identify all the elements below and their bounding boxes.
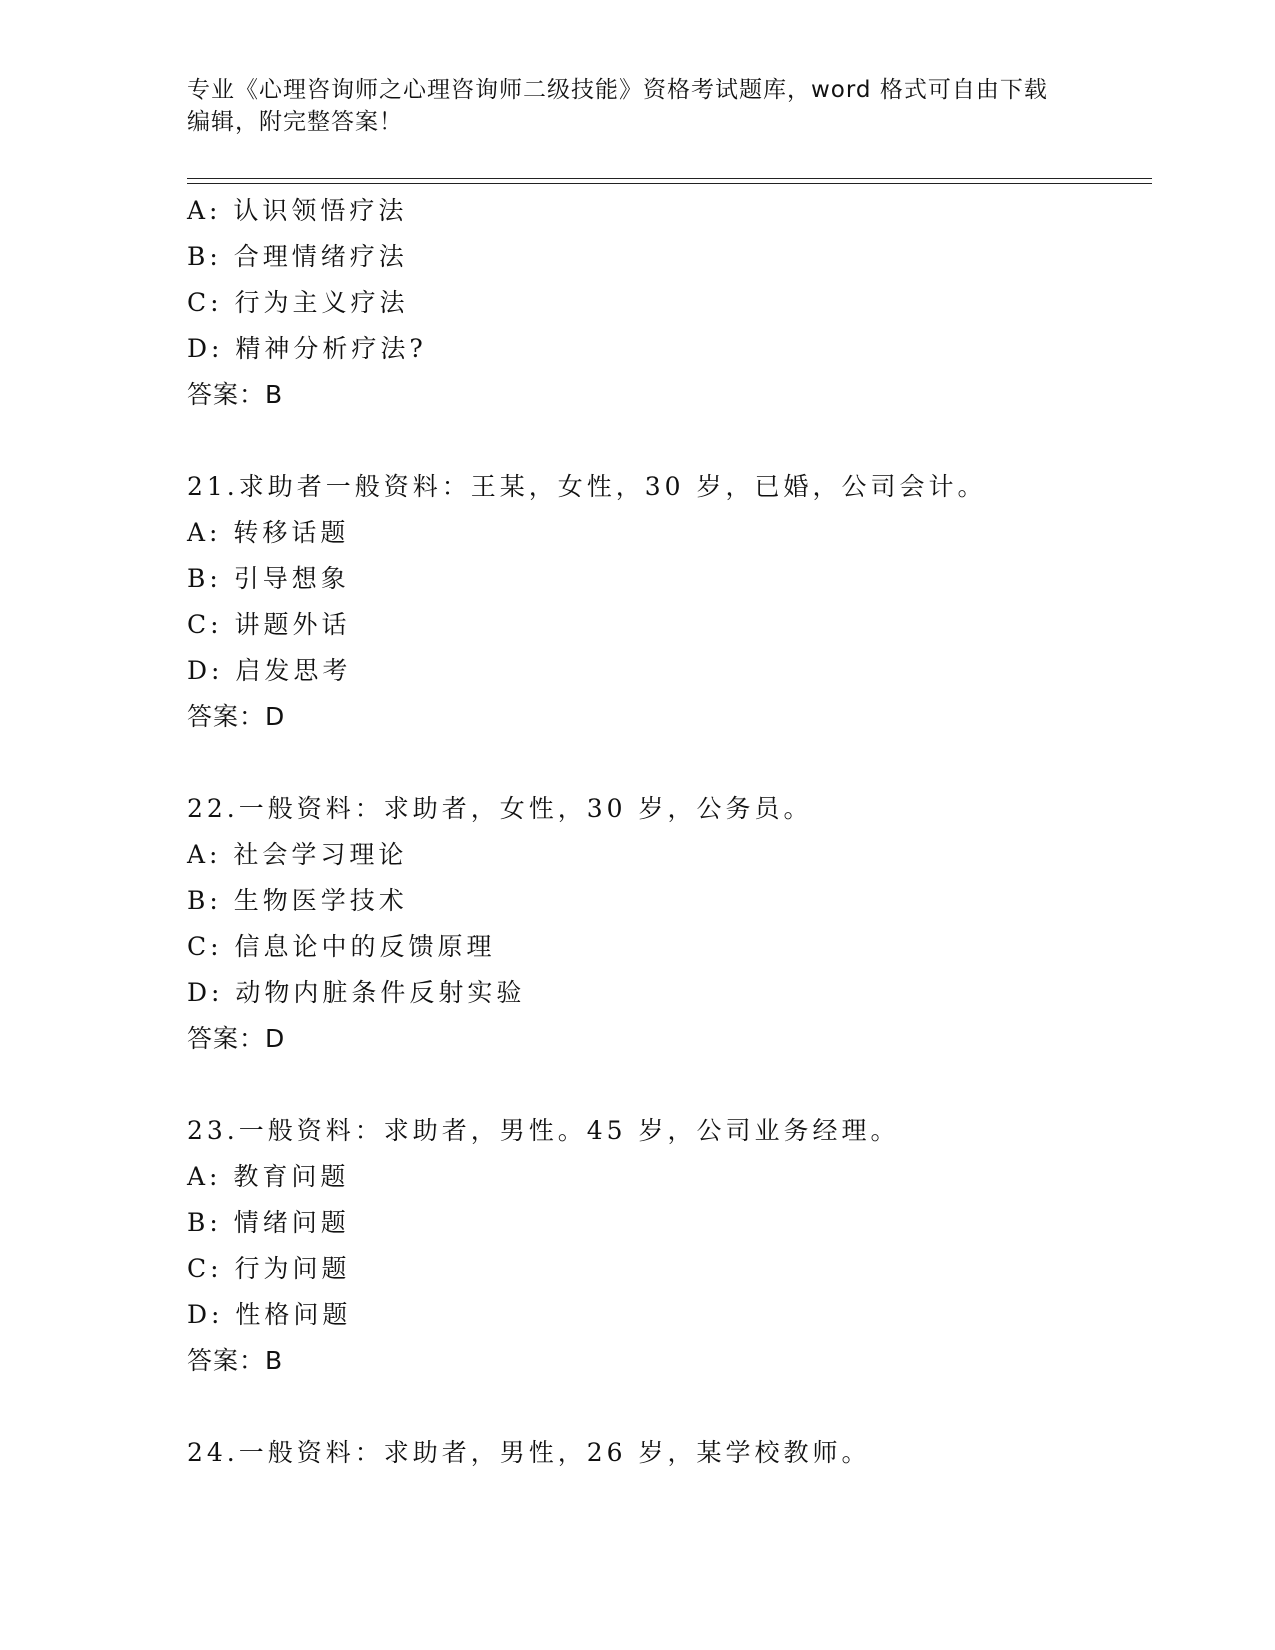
option-b: B: 情绪问题 xyxy=(187,1208,350,1237)
option-b: B: 引导想象 xyxy=(187,564,350,593)
answer: 答案：B xyxy=(187,380,284,409)
document-header xyxy=(187,74,1087,138)
option-a: A: 教育问题 xyxy=(187,1162,350,1191)
option-d: D: 性格问题 xyxy=(187,1300,352,1329)
header-line-1: 专业《心理咨询师之心理咨询师二级技能》资格考试题库，word 格式可自由下载 xyxy=(187,77,1048,103)
option-d: D: 启发思考 xyxy=(187,656,352,685)
question-block-21 xyxy=(187,464,1147,740)
option-c: C: 行为主义疗法 xyxy=(187,288,409,317)
answer: 答案：D xyxy=(187,1024,286,1053)
question-stem: 23.一般资料：求助者，男性。45 岁，公司业务经理。 xyxy=(187,1116,900,1145)
option-d: D: 动物内脏条件反射实验 xyxy=(187,978,526,1007)
option-b: B: 合理情绪疗法 xyxy=(187,242,408,271)
option-a: A: 认识领悟疗法 xyxy=(187,196,408,225)
question-stem: 21.求助者一般资料：王某，女性，30 岁，已婚，公司会计。 xyxy=(187,472,987,501)
option-c: C: 讲题外话 xyxy=(187,610,351,639)
header-line-2: 编辑，附完整答案！ xyxy=(187,109,403,135)
header-divider-bottom xyxy=(187,183,1152,184)
option-b: B: 生物医学技术 xyxy=(187,886,408,915)
header-divider-top xyxy=(187,178,1152,179)
answer: 答案：D xyxy=(187,702,286,731)
option-c: C: 信息论中的反馈原理 xyxy=(187,932,496,961)
question-block-24 xyxy=(187,1430,1147,1476)
question-list xyxy=(187,188,1147,1476)
question-block-23 xyxy=(187,1108,1147,1384)
question-block-22 xyxy=(187,786,1147,1062)
answer: 答案：B xyxy=(187,1346,284,1375)
option-a: A: 转移话题 xyxy=(187,518,350,547)
question-block-20 xyxy=(187,188,1147,418)
question-stem: 24.一般资料：求助者，男性，26 岁，某学校教师。 xyxy=(187,1438,871,1467)
question-stem: 22.一般资料：求助者，女性，30 岁，公务员。 xyxy=(187,794,813,823)
option-a: A: 社会学习理论 xyxy=(187,840,408,869)
option-c: C: 行为问题 xyxy=(187,1254,351,1283)
option-d: D: 精神分析疗法? xyxy=(187,334,427,363)
